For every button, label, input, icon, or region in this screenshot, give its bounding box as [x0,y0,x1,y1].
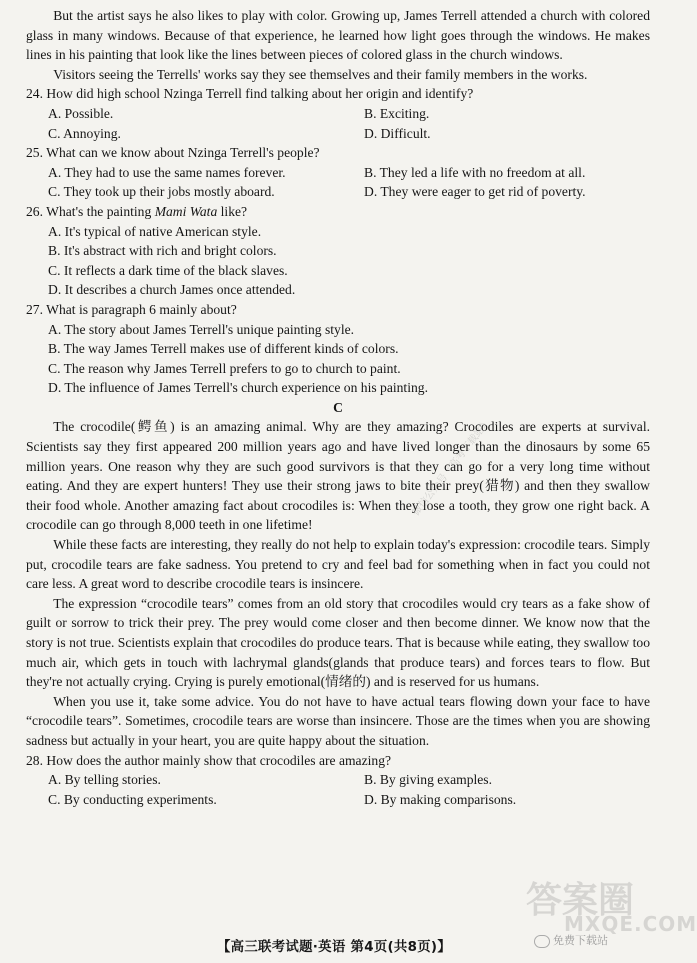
question-26-stem [26,202,650,222]
option-a: A. The story about James Terrell's unique painting style. [48,321,355,337]
option-b: B. Exciting. [364,105,430,121]
stem-text: 26. What's the painting [26,203,155,219]
painting-title: Mami Wata [154,203,218,219]
option-b: B. By giving examples. [364,772,492,788]
wechat-icon [534,935,550,948]
question-25-stem: 25. What can we know about Nzinga Terrell's people? [26,145,320,161]
page-footer: 【高三联考试题·英语 第4页(共8页)】 [216,940,452,955]
options-row [26,163,650,183]
paragraph: But the artist says he also likes to play with color. Growing up, James Terrell attended a church with colored glass in many windows. Because of that experience, he learned how light goes through the windows. He makes lines in his painting that look like the lines between pieces of colored glass in the church windows. [26,8,650,63]
options-row [26,182,650,202]
option-a: A. They had to use the same names forever. [48,164,286,180]
option-a: A. It's typical of native American style. [48,223,262,239]
logo-text: 免费下载站 [553,934,608,947]
paragraph: The expression “crocodile tears” comes from an old story that crocodiles would cry tears as a fake show of guilt or sorrow to trick their prey. The prey would come closer and then become dinner. We know now that the story is not true. Scientists explain that crocodiles do produce tears. That is because while eating, they swallow too much air, which gets in touch with lachrymal glands(glands that produce tears) and forces tears to flow. But they're not actually crying. Crying is purely emotional(情绪的) and is reserved for us humans. [26,595,650,690]
option-b: B. It's abstract with rich and bright colors. [48,243,277,259]
diagonal-watermark: 微信公众号《高考下载站》 [410,416,494,519]
paragraph: While these facts are interesting, they really do not help to explain today's expression: crocodile tears. Simply put, crocodile tears are fake sadness. You pretend to cry and feel bad for something when in fact you could not care less. A great word to describe crocodile tears is insincere. [26,537,650,592]
watermark-domain: MXQE.COM [564,912,697,936]
option-d: D. The influence of James Terrell's church experience on his painting. [48,380,428,396]
question-27-stem: 27. What is paragraph 6 mainly about? [26,301,237,317]
option-b: B. The way James Terrell makes use of different kinds of colors. [48,341,399,357]
option-d: D. They were eager to get rid of poverty. [364,184,586,200]
paragraph: When you use it, take some advice. You do not have to have actual tears flowing down your face to have “crocodile tears”. Sometimes, crocodile tears are worse than insincere. Those are the times when you are showing sadness but actually in your heart, you are quite happy about the situation. [26,693,650,748]
option-d: D. By making comparisons. [364,791,517,807]
option-c: C. It reflects a dark time of the black slaves. [48,262,288,278]
site-watermark [526,872,697,940]
option-a: A. Possible. [48,105,114,121]
option-b: B. They led a life with no freedom at all. [364,164,586,180]
watermark-logo-text: 答案圈 [526,880,635,921]
paragraph: Visitors seeing the Terrells' works say they see themselves and their family members in the works. [53,66,588,82]
paragraph: The crocodile(鳄鱼) is an amazing animal. Why are they amazing? Crocodiles are experts at survival. Scientists say they first appeared 200 million years ago and have lived longer than the dinosaurs by some 65 million years. One reason why they are such good survivors is that they can go for a very long time without eating. And they are expert hunters! They use their strong jaws to bite their prey(猎物) and then they swallow their food whole. Another amazing fact about crocodiles is: When they lose a tooth, they grow one right back. A crocodile can go through 8,000 teeth in one lifetime! [26,419,650,533]
question-24-stem: 24. How did high school Nzinga Terrell find talking about her origin and identify? [26,86,474,102]
option-d: D. It describes a church James once attended. [48,282,296,298]
options-row [26,104,650,124]
option-a: A. By telling stories. [48,772,161,788]
page-content [26,6,650,809]
question-28-stem: 28. How does the author mainly show that crocodiles are amazing? [26,752,392,768]
options-row [26,124,650,144]
option-c: C. The reason why James Terrell prefers to go to church to paint. [48,360,401,376]
section-label: C [333,399,343,415]
options-row [26,790,650,810]
option-c: C. They took up their jobs mostly aboard. [48,184,275,200]
options-row [26,770,650,790]
option-d: D. Difficult. [364,125,431,141]
wechat-logo [534,932,608,948]
stem-text: like? [217,203,248,219]
option-c: C. Annoying. [48,125,121,141]
option-c: C. By conducting experiments. [48,791,217,807]
